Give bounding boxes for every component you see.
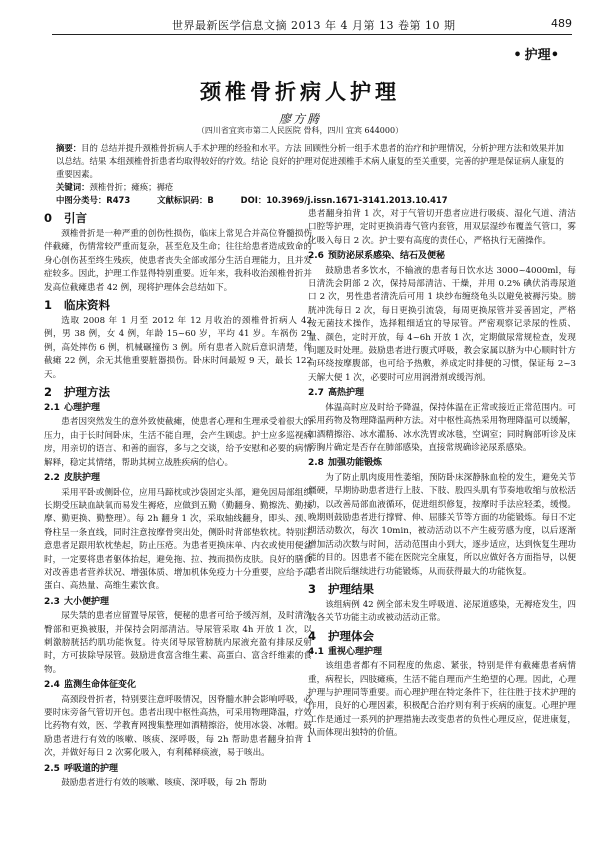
subsection-heading: 2.4 监测生命体征变化 xyxy=(44,680,137,691)
paragraph: 鼓励患者进行有效的咳嗽、咳痰、深呼吸，每 2h 帮助 xyxy=(61,778,267,789)
abstract-label: 摘要： xyxy=(56,143,82,153)
page-number: 489 xyxy=(551,17,572,30)
paragraph: 鼓励患者多饮水，不输液的患者每日饮水达 3000~4000ml，每日清洗会阴部 2 次，保持局部清洁、干燥，并用 0.2% 碘伏消毒尿道口 2 次，男性患者清洗后可用 1 块纱布缠绕龟头以避免被褥污染。膀胱冲洗每日 2 次，每日更换引流袋，每周更换尿管并妥善固定，严格按无菌技术操作，选择粗细适宜的导尿管。严密观察记录尿的性质、量、颜色，定时开放，每 4~6h 开放 1 次，定期做尿常规检查，发现问题及时处理。鼓励患者进行腹式呼吸，教会家属以脐为中心顺时针方向环绕按摩腹部，也可给予热敷，养成定时排便的习惯，保证每 2~3 天解大便 1 次，必要时可应用润滑剂或缓泻剂。 xyxy=(308,265,576,383)
subsection-heading: 2.8 加强功能锻炼 xyxy=(308,458,383,469)
bullet-icon: • xyxy=(550,48,559,63)
subsection-heading: 2.2 皮肤护理 xyxy=(44,473,101,484)
section-tag xyxy=(513,44,562,63)
document-code: 文献标识码：B xyxy=(157,195,214,205)
section-heading: 4 护理体会 xyxy=(308,628,374,643)
paragraph: 颈椎骨折是一种严重的创伤性损伤，临床上常见合并高位脊髓损伤伴截瘫，伤情常较严重而复杂，甚至危及生命；往往给患者造成致命的身心创伤甚至终生残疾，使患者丧失全部或部分生活自理能力，且并发症较多。因此，护理工作显得特别重要。近年来，我科收治颈椎骨折并发高位截瘫患者 42 例，现将护理体会总结如下。 xyxy=(44,229,312,293)
section-heading: 3 护理结果 xyxy=(308,581,374,596)
subsection-heading: 4.1 重视心理护理 xyxy=(308,646,383,657)
article-title: 颈椎骨折病人护理 xyxy=(200,80,400,104)
abstract-text: 目的 总结并提升颈椎骨折病人手术护理的经验和水平。方法 回顾性分析一组手术患者的治疗和护理情况，分析护理方法和效果并加以总结。结果 本组颈椎骨折患者均取得较好的疗效。结论 良好的护理对促进颈椎手术病人康复的至关重要，完善的护理是保证病人康复的重要因素。 xyxy=(56,143,564,179)
author-name: 廖方腾 xyxy=(278,112,321,126)
section-heading: 0 引言 xyxy=(44,211,87,225)
article-metadata xyxy=(56,194,472,206)
section-heading: 2 护理方法 xyxy=(44,385,110,400)
left-column xyxy=(44,208,312,790)
section-heading: 1 临床资料 xyxy=(44,298,110,313)
author-affiliation: （四川省宜宾市第二人民医院 骨科，四川 宜宾 644000） xyxy=(196,126,404,135)
paragraph: 采用平卧或侧卧位，应用马蹄枕或沙袋固定头部，避免因局部组织长期受压缺血缺氧而易发生褥疮，应做到五勤（勤翻身、勤擦洗、勤按摩、勤更换、勤整理）。每 2h 翻身 1 次，采取轴线翻身，即头、颈、脊柱呈一条直线，同时注意按摩骨突出处，侧卧时背部垫软枕。特别注意患者足跟用软枕垫起，防止压疮。为患者更换床单、内衣或使用便盆时，一定要将患者躯体抬起，避免拖、拉、拽而损伤皮肤。良好的膳食对改善患者营养状况、增强体质、增加机体免疫力十分重要，应给予高蛋白、高热量、高维生素饮食。 xyxy=(44,487,312,592)
subsection-heading: 2.5 呼吸道的护理 xyxy=(44,763,119,774)
subsection-heading: 2.3 大小便护理 xyxy=(44,596,110,607)
running-header xyxy=(52,14,572,35)
section-label: 护理 xyxy=(524,48,551,63)
paragraph: 为了防止肌肉废用性萎缩，预防卧床深静脉血栓的发生，避免关节僵硬，早期协助患者进行上肢、下肢、股四头肌有节奏地收缩与放松活动，以改善局部血液循环，促进组织修复，按摩时手法应轻柔，缓慢。晚期则鼓励患者进行撑臂、伸、屈膝关节等方面的功能锻炼。每日不定期活动数次，每次 10min，被动活动以不产生疲劳感为度，以后逐渐增加活动次数与时间，活动范围由小到大，逐步适应，达到恢复生理功能的目的。因患者不能在医院完全康复，所以应做好各方面指导，以便患者出院后继续进行功能锻炼，从而获得最大的功能恢复。 xyxy=(308,472,576,577)
paragraph: 体温高时应及时给予降温，保持体温在正常或接近正常范围内。可采用药物及物理降温两种方法。对中枢性高热采用物理降温可以缓解，如酒精擦浴、冰水灌肠、冰水洗胃或冰毯，空调室；同时胸部听诊及床旁胸片确定是否存在肺部感染，直接常规确诊泌尿系感染。 xyxy=(308,402,576,453)
paragraph: 患者因突然发生的意外致使截瘫，使患者心理和生理承受着很大的压力，由于长时间卧床，生活不能自理，会产生顾虑。护士应多巡视病房，用亲切的语言、和善的面容，多与之交谈，给予安慰和必要的病情解释，稳定其情绪，帮助其树立战胜疾病的信心。 xyxy=(44,417,312,468)
right-column xyxy=(308,208,576,741)
subsection-heading: 2.7 高热护理 xyxy=(308,388,365,399)
paragraph: 患者翻身拍背 1 次，对于气管切开患者应进行吸痰、湿化气道、清洁口腔等护理，定时更换消毒气管内套管，用双层湿纱布覆盖气管口，雾化吸入每日 2 次。护士要有高度的责任心，严格执行无菌操作。 xyxy=(308,209,576,246)
paragraph: 尿失禁的患者应留置导尿管，便秘的患者可给予缓泻剂，及时清洗臀部和更换被服，并保持会阴部清洁。导尿管采取 4h 开放 1 次，以刺激膀胱括约肌功能恢复。待夹闭导尿管膀胱内尿液充盈有排尿反射时，方可拔除导尿管。鼓励进食富含维生素、高蛋白、富含纤维素的食物。 xyxy=(44,611,312,675)
clc-number: 中图分类号：R473 xyxy=(56,195,131,205)
paragraph: 选取 2008 年 1 月至 2012 年 12 月收治的颈椎骨折病人 42 例，男 38 例，女 4 例，年龄 15~60 岁，平均 41 岁。车祸伤 29 例，高处摔伤 6 例，机械碾撞伤 3 例。所有患者入院后意识清楚，伴截瘫 22 例，余无其他重要脏器损伤。卧床时间最短 9 天，最长 122 天。 xyxy=(44,316,312,380)
paragraph: 该组病例 42 例全部未发生呼吸道、泌尿道感染，无褥疮发生，四肢各关节功能主动或被动活动正常。 xyxy=(308,599,576,624)
keywords-label: 关键词： xyxy=(56,182,90,192)
subsection-heading: 2.1 心理护理 xyxy=(44,403,101,414)
paragraph: 该组患者都有不同程度的焦虑、紧张，特别是伴有截瘫患者病情重，病程长，四肢瘫痪，生活不能自理而产生绝望的心理。因此，心理护理与护理同等重要。而心理护理在特定条件下，往往胜于技术护理的作用，良好的心理因素，积极配合治疗则有利于疾病的康复。心理护理工作是通过一系列的护理措施去改变患者的负性心理反应，促进康复，从而体现出独特的价值。 xyxy=(308,661,576,739)
journal-name: 世界最新医学信息文摘 2013 年 4 月第 13 卷第 10 期 xyxy=(172,19,456,32)
bullet-icon: • xyxy=(513,48,522,63)
paragraph: 高颈段骨折者，特别要注意呼吸情况，因脊髓水肿会影响呼吸，必要时床旁备气管切开包。患者出现中枢性高热，可采用物理降温，疗效比药物有效，医、学教育网搜集整理如酒精擦浴，使用冰袋、冰帽。鼓励患者进行有效的咳嗽、咳痰、深呼吸，每 2h 帮助患者翻身拍背 1 次，并做好每日 2 次雾化吸入，有利稀释痰液，易于咳出。 xyxy=(44,694,312,759)
subsection-heading: 2.6 预防泌尿系感染、结石及便秘 xyxy=(308,251,446,262)
abstract xyxy=(56,142,564,194)
keywords: 颈椎骨折；瘫痪；褥疮 xyxy=(89,182,174,192)
doi: DOI：10.3969/j.issn.1671-3141.2013.10.417 xyxy=(240,195,448,205)
